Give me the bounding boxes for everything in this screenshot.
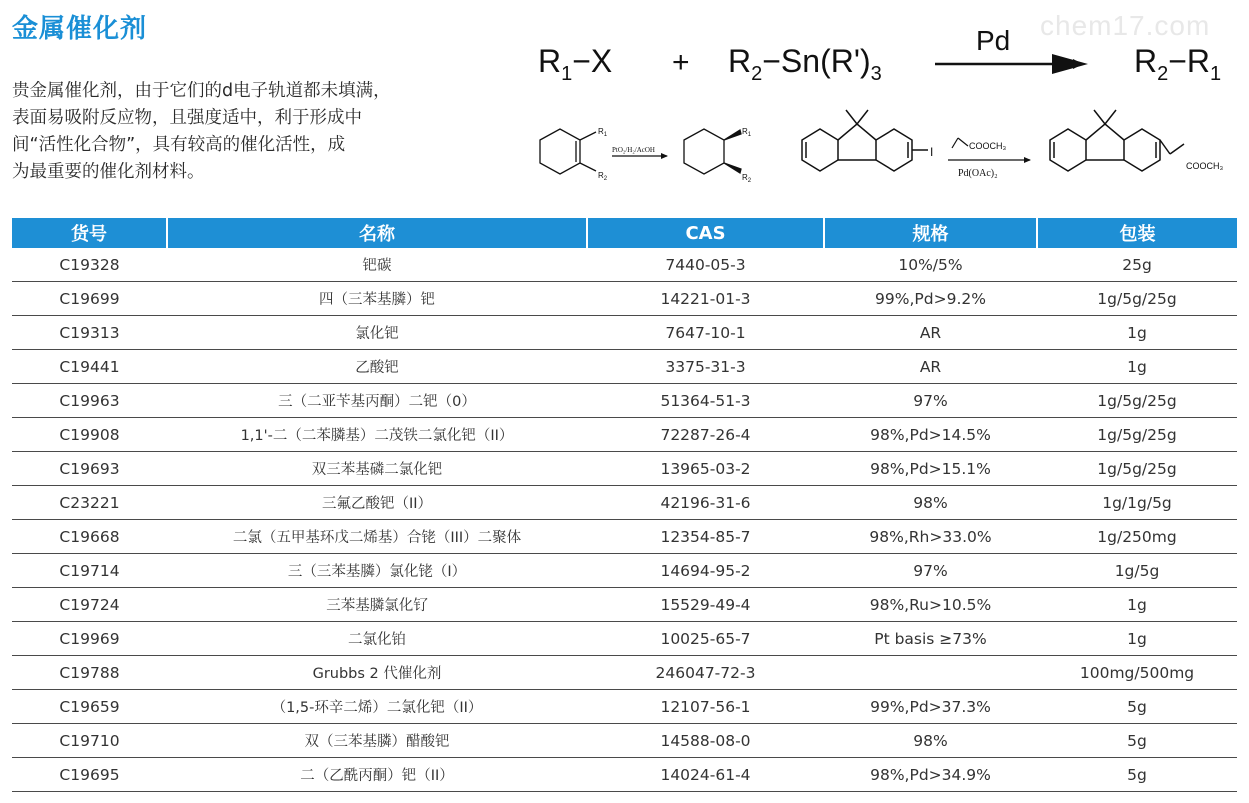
label-r1: R [598,127,604,136]
watermark: chem17.com [1040,10,1211,41]
column-header-spec[interactable]: 规格 [824,218,1037,248]
benzene-ring-left [1050,129,1086,171]
page-title: 金属催化剂 [12,14,148,44]
spec-cell: 99%,Pd>9.2% [824,282,1037,316]
table-row[interactable] [12,724,1237,758]
intro-line: 表面易吸附反应物，且强度适中，利于形成中 [12,108,362,128]
spec-cell: 98%,Rh>33.0% [824,520,1037,554]
product-r1: −R [1168,43,1211,79]
table-row[interactable] [12,350,1237,384]
bond [1160,140,1170,154]
methyl-bond [857,110,868,124]
product-name-cell: 氯化钯 [167,316,587,350]
svg-text:R2 [598,171,608,182]
cas-cell: 12354-85-7 [587,520,824,554]
table-body [12,248,1237,792]
item-no-cell: C19693 [12,452,167,486]
reactant-tin: −Sn(R') [762,43,871,79]
package-cell: 1g/5g [1037,554,1237,588]
package-cell: 1g/5g/25g [1037,282,1237,316]
label-r2: R [598,171,604,180]
product-name-cell: 三（三苯基膦）氯化铑（I） [167,554,587,588]
cas-cell: 14221-01-3 [587,282,824,316]
svg-text:R1−X [538,43,612,85]
subscript: 1 [1210,63,1222,85]
item-no-cell: C19328 [12,248,167,282]
cas-cell: 72287-26-4 [587,418,824,452]
cas-cell: 246047-72-3 [587,656,824,690]
item-no-cell: C19441 [12,350,167,384]
bond [1170,144,1184,154]
vinyl-bond [952,138,958,148]
column-header-name[interactable]: 名称 [167,218,587,248]
table-row[interactable] [12,656,1237,690]
subscript: 3 [870,63,882,85]
plus-sign: + [672,46,690,79]
product-table [12,218,1237,792]
arrow-head-icon [1052,54,1088,74]
table-row[interactable] [12,758,1237,792]
table-row[interactable] [12,622,1237,656]
table-row[interactable] [12,588,1237,622]
cas-cell: 3375-31-3 [587,350,824,384]
bond [838,124,857,140]
svg-text:R2−Sn(R')3 [728,43,882,85]
intro-line: 为最重要的催化剂材料。 [12,162,205,182]
spec-cell: 98%,Pd>15.1% [824,452,1037,486]
bond [857,124,876,140]
iodofluorene-structure [802,110,928,171]
subscript: 2 [747,178,752,184]
product-name-cell: 1,1'-二（二苯膦基）二茂铁二氯化钯（II） [167,418,587,452]
product-name-cell: 三（二亚苄基丙酮）二钯（0） [167,384,587,418]
table-header [12,218,1237,248]
package-cell: 1g [1037,622,1237,656]
item-no-cell: C19908 [12,418,167,452]
spec-cell: 98% [824,724,1037,758]
spec-cell: 97% [824,554,1037,588]
spec-cell: AR [824,316,1037,350]
item-no-cell: C19659 [12,690,167,724]
item-no-cell: C19313 [12,316,167,350]
stille-equation [538,25,1221,85]
item-no-cell: C19969 [12,622,167,656]
spec-cell: 98% [824,486,1037,520]
product-name-cell: 双三苯基磷二氯化钯 [167,452,587,486]
subscript: 2 [603,176,608,182]
package-cell: 5g [1037,758,1237,792]
package-cell: 1g [1037,350,1237,384]
table-row[interactable] [12,554,1237,588]
bond [1086,124,1105,140]
iodo-label: I [930,145,934,159]
product-name-cell: Grubbs 2 代催化剂 [167,656,587,690]
intro-line: 间“活性化合物”，具有较高的催化活性，成 [12,135,346,155]
spec-cell: 10%/5% [824,248,1037,282]
table-row[interactable] [12,384,1237,418]
spec-cell: AR [824,350,1037,384]
item-no-cell: C19699 [12,282,167,316]
cas-cell: 12107-56-1 [587,690,824,724]
product-name-cell: 钯碳 [167,248,587,282]
spec-cell: 98%,Pd>14.5% [824,418,1037,452]
methyl-bond [846,110,857,124]
svg-text:R2−R1 [1134,43,1221,85]
benzene-ring-left [802,129,838,171]
package-cell: 1g [1037,588,1237,622]
svg-text:R1 [742,127,752,138]
product-name-cell: 二氯化铂 [167,622,587,656]
package-cell: 5g [1037,690,1237,724]
item-no-cell: C19788 [12,656,167,690]
product-name-cell: 二氯（五甲基环戊二烯基）合铑（III）二聚体 [167,520,587,554]
package-cell: 1g/250mg [1037,520,1237,554]
cas-cell: 42196-31-6 [587,486,824,520]
label-r2: R [742,173,748,182]
subscript: 1 [603,132,608,138]
spec-cell: 98%,Ru>10.5% [824,588,1037,622]
svg-text:R1 [598,127,608,138]
subscript: 2 [751,63,763,85]
ester-label: COOCH₃ [1186,161,1224,171]
hydrogenation-reagent: PtO₂/H₂/AcOH [612,146,655,154]
heck-product-structure [1050,110,1184,171]
reactant-r1: R [538,43,562,79]
package-cell: 5g [1037,724,1237,758]
acrylate-label: COOCH₃ [969,141,1007,151]
subscript: 1 [561,63,573,85]
column-header-item-no[interactable]: 货号 [12,218,167,248]
item-no-cell: C19695 [12,758,167,792]
reaction-schemes [0,0,1249,210]
catalyst-label: Pd [976,25,1011,56]
cas-cell: 14694-95-2 [587,554,824,588]
label-r1: R [742,127,748,136]
cas-cell: 10025-65-7 [587,622,824,656]
column-header-cas[interactable]: CAS [587,218,824,248]
table-row[interactable] [12,248,1237,282]
benzene-ring-right [876,129,912,171]
cas-cell: 7647-10-1 [587,316,824,350]
item-no-cell: C19714 [12,554,167,588]
table-header-row [12,218,1237,248]
methyl-bond [1094,110,1105,124]
cas-cell: 7440-05-3 [587,248,824,282]
spec-cell: 97% [824,384,1037,418]
package-cell: 1g/1g/5g [1037,486,1237,520]
heck-catalyst-label: Pd(OAc)₂ [958,168,998,179]
spec-cell [824,656,1037,690]
cyclohexene-ring [540,129,580,174]
item-no-cell: C19710 [12,724,167,758]
methyl-bond [1105,110,1116,124]
product-name-cell: 三苯基膦氯化钌 [167,588,587,622]
cas-cell: 13965-03-2 [587,452,824,486]
wedge-bond [724,130,741,140]
product-name-cell: （1,5-环辛二烯）二氯化钯（II） [167,690,587,724]
spec-cell: 98%,Pd>34.9% [824,758,1037,792]
package-cell: 100mg/500mg [1037,656,1237,690]
item-no-cell: C19724 [12,588,167,622]
table-row[interactable] [12,282,1237,316]
subscript: 2 [1157,63,1169,85]
table-row[interactable] [12,452,1237,486]
spec-cell: Pt basis ≥73% [824,622,1037,656]
reactant-r2: R [728,43,752,79]
package-cell: 1g/5g/25g [1037,418,1237,452]
package-cell: 1g/5g/25g [1037,384,1237,418]
table-row[interactable] [12,316,1237,350]
cas-cell: 14588-08-0 [587,724,824,758]
table-row[interactable] [12,690,1237,724]
spec-cell: 99%,Pd>37.3% [824,690,1037,724]
cas-cell: 15529-49-4 [587,588,824,622]
item-no-cell: C23221 [12,486,167,520]
product-name-cell: 四（三苯基膦）钯 [167,282,587,316]
product-name-cell: 乙酸钯 [167,350,587,384]
item-no-cell: C19668 [12,520,167,554]
product-name-cell: 二（乙酰丙酮）钯（II） [167,758,587,792]
subscript: 1 [747,132,752,138]
table-row[interactable] [12,520,1237,554]
product-name-cell: 三氟乙酸钯（II） [167,486,587,520]
column-header-package[interactable]: 包装 [1037,218,1237,248]
package-cell: 25g [1037,248,1237,282]
item-no-cell: C19963 [12,384,167,418]
wedge-bond [724,163,741,173]
cas-cell: 51364-51-3 [587,384,824,418]
package-cell: 1g [1037,316,1237,350]
package-cell: 1g/5g/25g [1037,452,1237,486]
svg-text:R2 [742,173,752,184]
bond [580,132,596,140]
cas-cell: 14024-61-4 [587,758,824,792]
intro-line: 贵金属催化剂，由于它们的d电子轨道都未填满， [12,81,391,101]
product-r2: R [1134,43,1158,79]
table-row[interactable] [12,418,1237,452]
bond [1105,124,1124,140]
bond [958,138,968,146]
reactant-x: −X [572,43,613,79]
table-row[interactable] [12,486,1237,520]
benzene-ring-right [1124,129,1160,171]
cyclohexane-ring [684,129,724,174]
product-name-cell: 双（三苯基膦）醋酸钯 [167,724,587,758]
bond [580,163,596,171]
